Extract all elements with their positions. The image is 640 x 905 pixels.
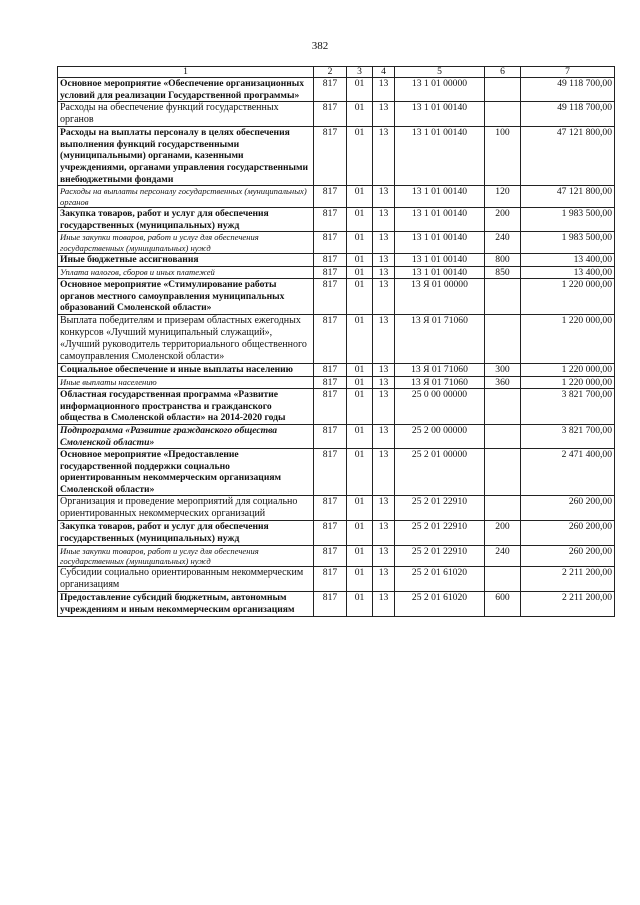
- row-name: Иные закупки товаров, работ и услуг для обеспечения государственных (муниципальных) нужд: [58, 232, 314, 254]
- row-subsection: 13: [373, 266, 395, 279]
- header-col-3: 3: [347, 67, 373, 78]
- row-target-code: 13 1 01 00140: [395, 266, 485, 279]
- row-admin-code: 817: [314, 102, 347, 127]
- row-subsection: 13: [373, 232, 395, 254]
- row-target-code: 13 1 01 00140: [395, 207, 485, 231]
- row-admin-code: 817: [314, 449, 347, 496]
- row-admin-code: 817: [314, 279, 347, 315]
- row-admin-code: 817: [314, 424, 347, 448]
- row-target-code: 13 Я 01 00000: [395, 279, 485, 315]
- row-section: 01: [347, 314, 373, 363]
- row-subsection: 13: [373, 363, 395, 376]
- row-subsection: 13: [373, 389, 395, 425]
- page-number: 382: [311, 40, 329, 52]
- row-target-code: 25 2 01 22910: [395, 545, 485, 567]
- row-section: 01: [347, 279, 373, 315]
- row-name: Подпрограмма «Развитие гражданского общества Смоленской области»: [58, 424, 314, 448]
- row-expense-type: [485, 449, 521, 496]
- row-expense-type: [485, 102, 521, 127]
- row-target-code: 25 2 01 61020: [395, 592, 485, 616]
- row-section: 01: [347, 567, 373, 592]
- table-row: [58, 567, 615, 592]
- row-target-code: 25 2 01 22910: [395, 521, 485, 545]
- table-row: [58, 266, 615, 279]
- row-target-code: 13 1 01 00140: [395, 102, 485, 127]
- row-expense-type: 850: [485, 266, 521, 279]
- table-row: [58, 127, 615, 186]
- row-section: 01: [347, 389, 373, 425]
- row-amount: 260 200,00: [521, 496, 615, 521]
- row-name: Основное мероприятие «Предоставление государственной поддержки социально ориентированным некоммерческим организациям Смоленской области»: [58, 449, 314, 496]
- row-target-code: 25 2 00 00000: [395, 424, 485, 448]
- table-row: [58, 496, 615, 521]
- row-admin-code: 817: [314, 266, 347, 279]
- row-amount: 49 118 700,00: [521, 78, 615, 102]
- row-admin-code: 817: [314, 389, 347, 425]
- row-target-code: 13 1 01 00140: [395, 186, 485, 208]
- row-name: Социальное обеспечение и иные выплаты населению: [58, 363, 314, 376]
- row-expense-type: 800: [485, 253, 521, 266]
- row-admin-code: 817: [314, 363, 347, 376]
- row-section: 01: [347, 78, 373, 102]
- row-subsection: 13: [373, 449, 395, 496]
- row-subsection: 13: [373, 78, 395, 102]
- row-section: 01: [347, 545, 373, 567]
- table-row: [58, 232, 615, 254]
- row-name: Выплата победителям и призерам областных ежегодных конкурсов «Лучший муниципальный служащий», «Лучший руководитель территориального общественного самоуправления Смоленской области»: [58, 314, 314, 363]
- row-subsection: 13: [373, 545, 395, 567]
- row-section: 01: [347, 496, 373, 521]
- row-expense-type: [485, 279, 521, 315]
- row-name: Предоставление субсидий бюджетным, автономным учреждениям и иным некоммерческим организациям: [58, 592, 314, 616]
- row-section: 01: [347, 521, 373, 545]
- row-section: 01: [347, 376, 373, 389]
- row-amount: 2 211 200,00: [521, 592, 615, 616]
- row-amount: 1 220 000,00: [521, 376, 615, 389]
- table-row: [58, 376, 615, 389]
- row-name: Основное мероприятие «Стимулирование работы органов местного самоуправления муниципальных образований Смоленской области»: [58, 279, 314, 315]
- table-row: [58, 363, 615, 376]
- row-target-code: 13 1 01 00000: [395, 78, 485, 102]
- row-subsection: 13: [373, 592, 395, 616]
- row-subsection: 13: [373, 102, 395, 127]
- row-name: Основное мероприятие «Обеспечение организационных условий для реализации Государственной программы»: [58, 78, 314, 102]
- row-amount: 1 220 000,00: [521, 279, 615, 315]
- row-expense-type: [485, 389, 521, 425]
- row-subsection: 13: [373, 567, 395, 592]
- row-amount: 3 821 700,00: [521, 389, 615, 425]
- budget-table: [57, 66, 615, 617]
- header-col-4: 4: [373, 67, 395, 78]
- row-name: Организация и проведение мероприятий для социально ориентированных некоммерческих организаций: [58, 496, 314, 521]
- row-admin-code: 817: [314, 545, 347, 567]
- header-col-7: 7: [521, 67, 615, 78]
- row-subsection: 13: [373, 253, 395, 266]
- row-expense-type: [485, 567, 521, 592]
- row-name: Иные выплаты населению: [58, 376, 314, 389]
- row-name: Закупка товаров, работ и услуг для обеспечения государственных (муниципальных) нужд: [58, 521, 314, 545]
- row-section: 01: [347, 424, 373, 448]
- row-expense-type: 100: [485, 127, 521, 186]
- row-amount: 49 118 700,00: [521, 102, 615, 127]
- row-amount: 2 471 400,00: [521, 449, 615, 496]
- row-target-code: 13 1 01 00140: [395, 253, 485, 266]
- table-row: [58, 253, 615, 266]
- row-subsection: 13: [373, 496, 395, 521]
- header-col-5: 5: [395, 67, 485, 78]
- row-expense-type: [485, 314, 521, 363]
- row-subsection: 13: [373, 314, 395, 363]
- row-expense-type: 200: [485, 521, 521, 545]
- row-subsection: 13: [373, 424, 395, 448]
- row-target-code: 13 1 01 00140: [395, 127, 485, 186]
- row-amount: 2 211 200,00: [521, 567, 615, 592]
- row-target-code: 13 Я 01 71060: [395, 363, 485, 376]
- row-subsection: 13: [373, 521, 395, 545]
- row-admin-code: 817: [314, 186, 347, 208]
- row-section: 01: [347, 449, 373, 496]
- table-row: [58, 449, 615, 496]
- row-section: 01: [347, 232, 373, 254]
- row-admin-code: 817: [314, 376, 347, 389]
- table-row: [58, 521, 615, 545]
- header-col-2: 2: [314, 67, 347, 78]
- row-section: 01: [347, 186, 373, 208]
- row-expense-type: [485, 424, 521, 448]
- row-target-code: 25 2 01 22910: [395, 496, 485, 521]
- row-amount: 1 220 000,00: [521, 363, 615, 376]
- row-expense-type: [485, 496, 521, 521]
- row-section: 01: [347, 363, 373, 376]
- row-expense-type: 240: [485, 545, 521, 567]
- row-admin-code: 817: [314, 207, 347, 231]
- row-expense-type: [485, 78, 521, 102]
- row-target-code: 25 0 00 00000: [395, 389, 485, 425]
- row-expense-type: 200: [485, 207, 521, 231]
- header-col-6: 6: [485, 67, 521, 78]
- row-expense-type: 360: [485, 376, 521, 389]
- row-target-code: 25 2 01 61020: [395, 567, 485, 592]
- table-row: [58, 207, 615, 231]
- row-expense-type: 120: [485, 186, 521, 208]
- header-col-1: 1: [58, 67, 314, 78]
- table-row: [58, 389, 615, 425]
- row-admin-code: 817: [314, 127, 347, 186]
- row-section: 01: [347, 207, 373, 231]
- table-row: [58, 102, 615, 127]
- row-expense-type: 300: [485, 363, 521, 376]
- row-subsection: 13: [373, 279, 395, 315]
- row-expense-type: 600: [485, 592, 521, 616]
- row-amount: 3 821 700,00: [521, 424, 615, 448]
- row-name: Закупка товаров, работ и услуг для обеспечения государственных (муниципальных) нужд: [58, 207, 314, 231]
- row-section: 01: [347, 592, 373, 616]
- row-target-code: 13 Я 01 71060: [395, 376, 485, 389]
- row-admin-code: 817: [314, 78, 347, 102]
- row-admin-code: 817: [314, 232, 347, 254]
- row-admin-code: 817: [314, 521, 347, 545]
- row-amount: 47 121 800,00: [521, 186, 615, 208]
- row-admin-code: 817: [314, 314, 347, 363]
- row-amount: 260 200,00: [521, 521, 615, 545]
- row-admin-code: 817: [314, 253, 347, 266]
- table-header-row: [58, 67, 615, 78]
- table-row: [58, 186, 615, 208]
- row-amount: 1 983 500,00: [521, 232, 615, 254]
- row-section: 01: [347, 253, 373, 266]
- row-admin-code: 817: [314, 592, 347, 616]
- row-name: Областная государственная программа «Развитие информационного пространства и гражданского общества в Смоленской области» на 2014-2020 годы: [58, 389, 314, 425]
- row-subsection: 13: [373, 207, 395, 231]
- row-target-code: 13 1 01 00140: [395, 232, 485, 254]
- table-body: [58, 78, 615, 617]
- row-name: Расходы на выплаты персоналу государственных (муниципальных) органов: [58, 186, 314, 208]
- row-name: Субсидии социально ориентированным некоммерческим организациям: [58, 567, 314, 592]
- row-section: 01: [347, 127, 373, 186]
- row-amount: 13 400,00: [521, 253, 615, 266]
- table-row: [58, 314, 615, 363]
- table-row: [58, 279, 615, 315]
- row-name: Иные закупки товаров, работ и услуг для обеспечения государственных (муниципальных) нужд: [58, 545, 314, 567]
- row-subsection: 13: [373, 376, 395, 389]
- row-amount: 1 220 000,00: [521, 314, 615, 363]
- row-target-code: 25 2 01 00000: [395, 449, 485, 496]
- row-amount: 47 121 800,00: [521, 127, 615, 186]
- table-row: [58, 592, 615, 616]
- row-amount: 1 983 500,00: [521, 207, 615, 231]
- row-name: Расходы на обеспечение функций государственных органов: [58, 102, 314, 127]
- row-expense-type: 240: [485, 232, 521, 254]
- table-row: [58, 78, 615, 102]
- row-section: 01: [347, 266, 373, 279]
- row-target-code: 13 Я 01 71060: [395, 314, 485, 363]
- row-name: Расходы на выплаты персоналу в целях обеспечения выполнения функций государственными (муниципальными) органами, казенными учреждениями, органами управления государственными внебюджетными фондами: [58, 127, 314, 186]
- table-row: [58, 545, 615, 567]
- row-admin-code: 817: [314, 567, 347, 592]
- row-amount: 13 400,00: [521, 266, 615, 279]
- table-row: [58, 424, 615, 448]
- row-name: Иные бюджетные ассигнования: [58, 253, 314, 266]
- row-amount: 260 200,00: [521, 545, 615, 567]
- row-section: 01: [347, 102, 373, 127]
- row-admin-code: 817: [314, 496, 347, 521]
- row-subsection: 13: [373, 127, 395, 186]
- row-subsection: 13: [373, 186, 395, 208]
- row-name: Уплата налогов, сборов и иных платежей: [58, 266, 314, 279]
